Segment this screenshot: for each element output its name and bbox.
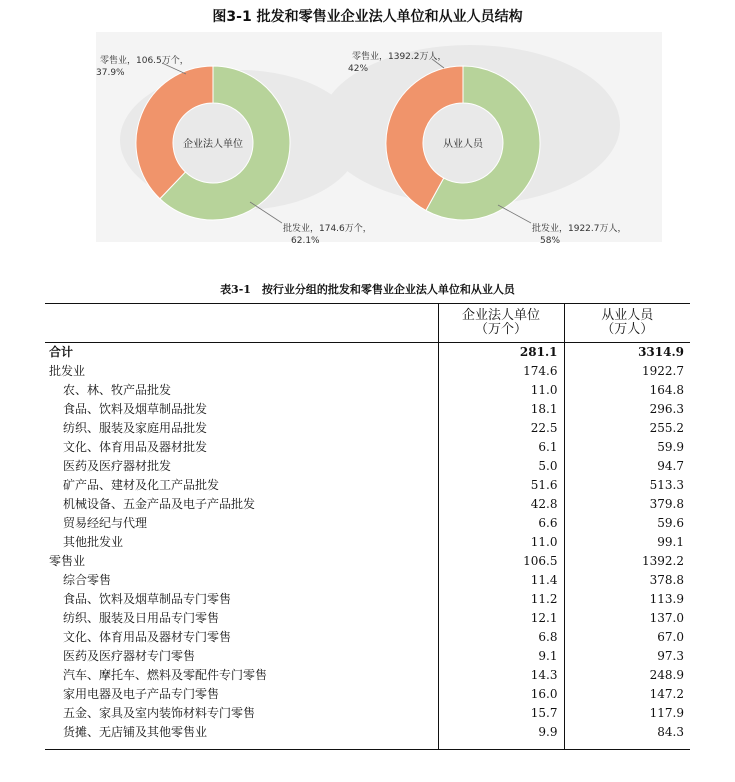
row-label: 食品、饮料及烟草制品专门零售	[45, 590, 438, 609]
table-row	[45, 457, 690, 476]
table-row	[45, 571, 690, 590]
row-units-value: 106.5	[438, 552, 564, 571]
row-units-value: 281.1	[438, 343, 564, 363]
header-units-line1: 企业法人单位	[461, 308, 540, 323]
header-units-col	[438, 304, 564, 343]
row-label: 贸易经纪与代理	[45, 514, 438, 533]
row-label: 食品、饮料及烟草制品批发	[45, 400, 438, 419]
row-label: 纺织、服装及家庭用品批发	[45, 419, 438, 438]
row-persons-value: 248.9	[649, 668, 684, 682]
row-units-value: 51.6	[438, 476, 564, 495]
row-label: 综合零售	[45, 571, 438, 590]
row-label: 五金、家具及室内装饰材料专门零售	[45, 704, 438, 723]
figure-title: 图3-1 批发和零售业企业法人单位和从业人员结构	[212, 9, 523, 25]
row-units-value: 11.0	[438, 533, 564, 552]
row-label: 货摊、无店铺及其他零售业	[45, 723, 438, 750]
row-units-value: 6.8	[438, 628, 564, 647]
row-units-value: 174.6	[438, 362, 564, 381]
table-row	[45, 400, 690, 419]
header-persons-line1: 从业人员	[601, 308, 654, 323]
table-row	[45, 381, 690, 400]
row-label: 机械设备、五金产品及电子产品批发	[45, 495, 438, 514]
donut-center-label: 从业人员	[443, 139, 483, 150]
table-row	[45, 590, 690, 609]
row-label: 农、林、牧产品批发	[45, 381, 438, 400]
row-persons-value: 379.8	[649, 497, 684, 511]
row-persons-value: 59.9	[657, 440, 684, 454]
slice-label: 零售业，1392.2万人，	[352, 52, 447, 62]
slice-percent-label: 58%	[540, 236, 561, 245]
row-units-value: 18.1	[438, 400, 564, 419]
table-row	[45, 666, 690, 685]
table-row	[45, 419, 690, 438]
table-row	[45, 438, 690, 457]
row-persons-value: 67.0	[657, 630, 684, 644]
row-units-value: 16.0	[438, 685, 564, 704]
row-units-value: 11.4	[438, 571, 564, 590]
table-row	[45, 704, 690, 723]
row-persons-value: 3314.9	[638, 345, 684, 359]
row-units-value: 42.8	[438, 495, 564, 514]
row-units-value: 14.3	[438, 666, 564, 685]
table-row	[45, 343, 690, 363]
slice-label: 零售业，106.5万个，	[100, 56, 189, 66]
row-label: 文化、体育用品及器材批发	[45, 438, 438, 457]
row-label: 医药及医疗器材批发	[45, 457, 438, 476]
row-units-value: 5.0	[438, 457, 564, 476]
row-label: 其他批发业	[45, 533, 438, 552]
row-units-value: 11.0	[438, 381, 564, 400]
row-label: 纺织、服装及日用品专门零售	[45, 609, 438, 628]
row-persons-value: 513.3	[649, 478, 684, 492]
row-label: 矿产品、建材及化工产品批发	[45, 476, 438, 495]
row-units-value: 6.1	[438, 438, 564, 457]
table-row	[45, 647, 690, 666]
row-label: 医药及医疗器材专门零售	[45, 647, 438, 666]
header-persons-line2: （万人）	[601, 322, 654, 337]
row-persons-value: 97.3	[657, 649, 684, 663]
slice-percent-label: 62.1%	[291, 236, 320, 245]
row-persons-value: 255.2	[649, 421, 684, 435]
row-units-value: 22.5	[438, 419, 564, 438]
row-persons-value: 59.6	[657, 516, 684, 530]
table-row	[45, 533, 690, 552]
row-units-value: 15.7	[438, 704, 564, 723]
table-row	[45, 628, 690, 647]
row-persons-value: 137.0	[649, 611, 684, 625]
row-persons-value: 99.1	[657, 535, 684, 549]
row-persons-value: 113.9	[649, 592, 684, 606]
row-persons-value: 296.3	[649, 402, 684, 416]
row-label: 家用电器及电子产品专门零售	[45, 685, 438, 704]
row-label: 合计	[45, 343, 438, 363]
row-persons-value: 378.8	[649, 573, 684, 587]
table-title: 表3-1 按行业分组的批发和零售业企业法人单位和从业人员	[220, 283, 515, 296]
row-persons-value: 1392.2	[642, 554, 684, 568]
row-label: 批发业	[45, 362, 438, 381]
table-row	[45, 723, 690, 750]
row-persons-value: 147.2	[649, 687, 684, 701]
row-units-value: 12.1	[438, 609, 564, 628]
table-header-row	[45, 304, 690, 343]
donut-charts	[0, 30, 735, 245]
row-persons-value: 84.3	[564, 723, 690, 750]
slice-percent-label: 42%	[348, 64, 369, 74]
table-row	[45, 609, 690, 628]
row-persons-value: 1922.7	[642, 364, 684, 378]
row-units-value: 9.1	[438, 647, 564, 666]
row-label: 汽车、摩托车、燃料及零配件专门零售	[45, 666, 438, 685]
slice-label: 批发业，1922.7万人，	[532, 224, 627, 234]
table-row	[45, 476, 690, 495]
header-label-col	[45, 304, 438, 343]
row-persons-value: 117.9	[649, 706, 684, 720]
data-table	[45, 303, 690, 750]
row-units-value: 9.9	[438, 723, 564, 750]
donut-center-label: 企业法人单位	[183, 139, 243, 150]
table-row	[45, 552, 690, 571]
table-row	[45, 495, 690, 514]
row-units-value: 6.6	[438, 514, 564, 533]
row-persons-value: 164.8	[649, 383, 684, 397]
table-row	[45, 362, 690, 381]
header-units-line2: （万个）	[474, 322, 527, 337]
slice-label: 批发业，174.6万个，	[283, 224, 372, 234]
row-label: 文化、体育用品及器材专门零售	[45, 628, 438, 647]
header-persons-col	[564, 304, 690, 343]
table-row	[45, 514, 690, 533]
row-label: 零售业	[45, 552, 438, 571]
row-units-value: 11.2	[438, 590, 564, 609]
slice-percent-label: 37.9%	[96, 68, 125, 78]
row-persons-value: 94.7	[657, 459, 684, 473]
table-row	[45, 685, 690, 704]
